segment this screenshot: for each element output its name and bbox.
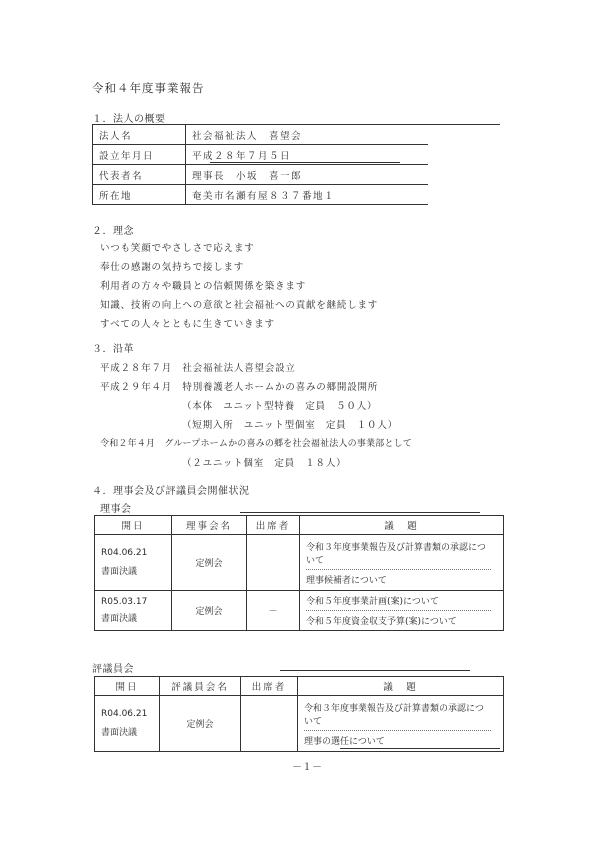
agenda-item: 理事候補者について <box>306 575 387 586</box>
attendees: － <box>247 591 300 631</box>
section-3-heading: ３．沿革 <box>92 344 134 355</box>
agenda-item: 理事の選任について <box>304 736 385 747</box>
column-header: 開日 <box>95 677 160 696</box>
agenda-item: 令和５年度資金収支予算(案)について <box>306 617 457 627</box>
council-label: 評議員会 <box>92 664 134 675</box>
overview-value: 奄美市名瀬有屋８３７番地１ <box>186 185 429 205</box>
table-row <box>95 591 504 631</box>
section-2-heading: ２．理念 <box>92 226 134 237</box>
history-line: （短期入所 ユニット型個室 定員 １０人） <box>182 420 398 431</box>
decorative-line <box>240 512 480 513</box>
overview-row <box>93 165 429 185</box>
meeting-date: R04.06.21 <box>101 548 148 558</box>
decorative-line <box>280 670 470 671</box>
meeting-name: 定例会 <box>172 535 247 591</box>
philosophy-line: 利用者の方々や職員との信頼関係を築きます <box>100 281 307 292</box>
meeting-method: 書面決議 <box>101 567 138 577</box>
overview-row <box>93 125 429 145</box>
meeting-name: 定例会 <box>160 696 241 752</box>
meeting-date: R05.03.17 <box>101 597 148 607</box>
decorative-line <box>210 162 400 163</box>
column-header: 出席者 <box>241 677 298 696</box>
overview-value: 理事長 小坂 喜一郎 <box>186 165 429 185</box>
overview-label: 代表者名 <box>93 165 186 185</box>
board-table <box>94 515 504 631</box>
overview-label: 所在地 <box>93 185 186 205</box>
agenda-cell <box>300 535 504 591</box>
column-header: 議 題 <box>298 677 504 696</box>
decorative-line <box>340 748 500 749</box>
section-4-heading: ４．理事会及び評議員会開催状況 <box>92 486 250 497</box>
history-line: 平成２８年７月 社会福祉法人喜望会設立 <box>100 363 296 374</box>
overview-row <box>93 185 429 205</box>
date-cell <box>95 535 172 591</box>
philosophy-line: すべての人々とともに生きていきます <box>100 319 275 330</box>
meeting-method: 書面決議 <box>101 614 138 624</box>
table-header-row <box>95 516 504 535</box>
column-header: 評議員会名 <box>160 677 241 696</box>
agenda-item: 令和３年度事業報告及び計算書類の承認について <box>306 537 491 570</box>
history-line: （本体 ユニット型特養 定員 ５０人） <box>182 401 378 412</box>
history-line: 平成２９年４月 特別養護老人ホームかの喜みの郷開設開所 <box>100 382 379 393</box>
attendees <box>247 535 300 591</box>
meeting-date: R04.06.21 <box>101 709 148 719</box>
agenda-cell <box>300 591 504 631</box>
meeting-name: 定例会 <box>172 591 247 631</box>
attendees <box>241 696 298 752</box>
page-title: 令和４年度事業報告 <box>92 81 205 95</box>
overview-label: 設立年月日 <box>93 145 186 165</box>
page-number: －１－ <box>292 762 322 773</box>
table-row <box>95 696 504 752</box>
agenda-cell <box>298 696 504 752</box>
meeting-method: 書面決議 <box>101 728 138 738</box>
overview-table <box>92 124 428 205</box>
date-cell <box>95 696 160 752</box>
section-1-heading: １．法人の概要 <box>92 114 166 125</box>
table-row <box>95 535 504 591</box>
table-header-row <box>95 677 504 696</box>
agenda-item: 令和３年度事業報告及び計算書類の承認について <box>304 698 491 731</box>
overview-value: 社会福祉法人 喜望会 <box>186 125 429 145</box>
board-label: 理事会 <box>100 504 132 515</box>
philosophy-line: 奉仕の感謝の気持ちで接します <box>100 262 245 273</box>
history-line: 令和２年４月 グループホームかの喜みの郷を社会福祉法人の事業部として <box>100 439 413 449</box>
philosophy-line: 知識、技術の向上への意欲と社会福祉への貢献を継続します <box>100 300 379 311</box>
date-cell <box>95 591 172 631</box>
history-line: （２ユニット個室 定員 １８人） <box>182 458 347 469</box>
overview-value: 平成２８年７月５日 <box>186 145 429 165</box>
column-header: 議 題 <box>300 516 504 535</box>
philosophy-line: いつも笑顔でやさしさで応えます <box>100 243 255 254</box>
council-table <box>94 676 504 752</box>
column-header: 理事会名 <box>172 516 247 535</box>
column-header: 開日 <box>95 516 172 535</box>
agenda-item: 令和５年度事業計画(案)について <box>306 591 491 611</box>
column-header: 出席者 <box>247 516 300 535</box>
overview-label: 法人名 <box>93 125 186 145</box>
decorative-line <box>300 124 500 125</box>
